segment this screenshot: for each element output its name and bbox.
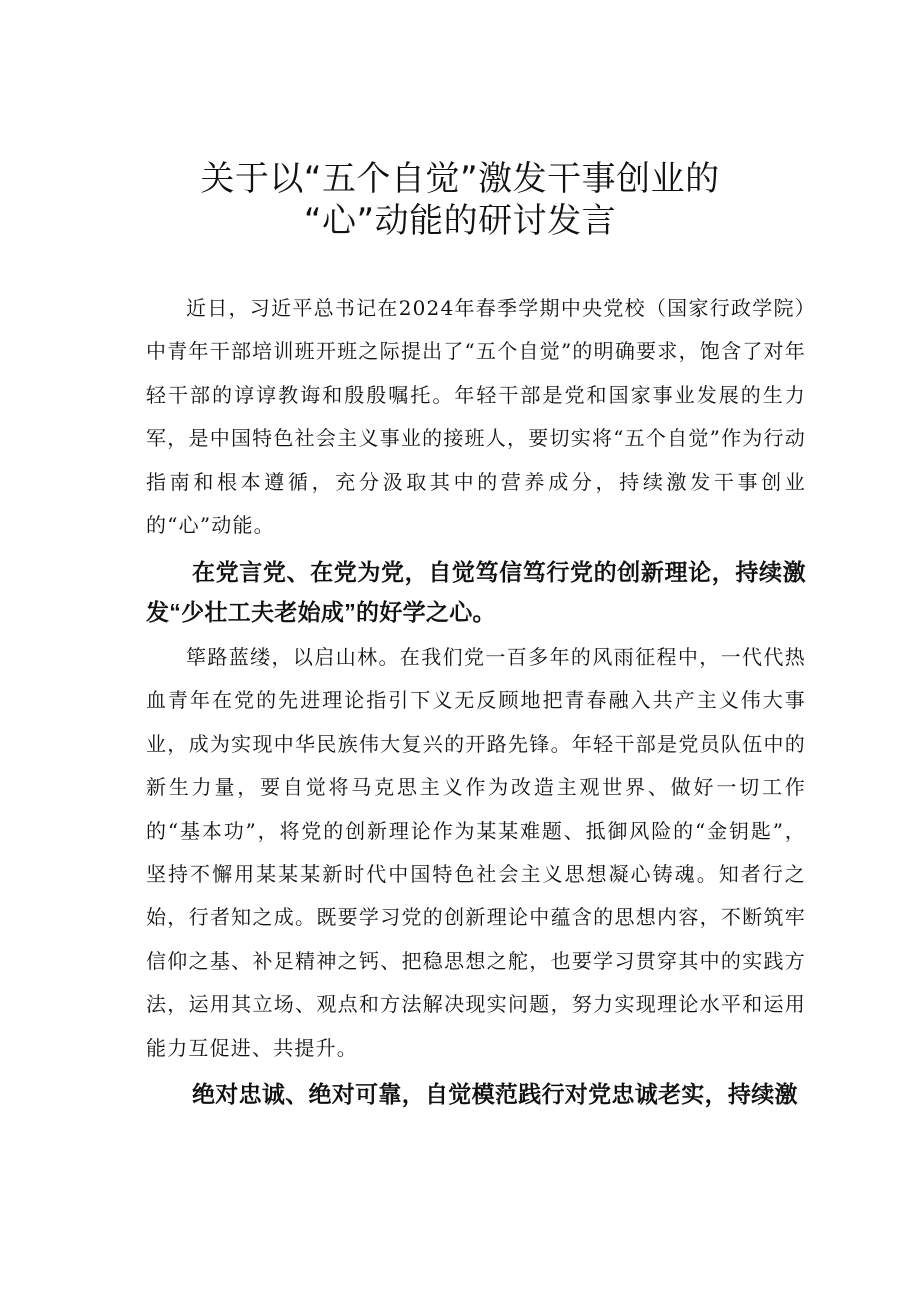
section-heading-1: 在党言党、在党为党，自觉笃信笃行党的创新理论，持续激发“少壮工夫老始成”的好学之心。 xyxy=(146,559,806,625)
section-heading-2: 绝对忠诚、绝对可靠，自觉模范践行对党忠诚老实，持续激 xyxy=(192,1081,798,1107)
document-title-line-1: 关于以“五个自觉”激发干事创业的 xyxy=(200,159,720,199)
body-paragraph-1: 筚路蓝缕，以启山林。在我们党一百多年的风雨征程中，一代代热血青年在党的先进理论指引下义无反顾地把青春融入共产主义伟大事业，成为实现中华民族伟大复兴的开路先锋。年轻干部是党员队伍中的新生力量，要自觉将马克思主义作为改造主观世界、做好一切工作的“基本功”，将党的创新理论作为某某难题、抵御风险的“金钥匙”，坚持不懈用某某某新时代中国特色社会主义思想凝心铸魂。知者行之始，行者知之成。既要学习党的创新理论中蕴含的思想内容，不断筑牢信仰之基、补足精神之钙、把稳思想之舵，也要学习贯穿其中的实践方法，运用其立场、观点和方法解决现实问题，努力实现理论水平和运用能力互促进、共提升。 xyxy=(146,645,806,1060)
intro-paragraph: 近日，习近平总书记在2024年春季学期中央党校（国家行政学院）中青年干部培训班开班之际提出了“五个自觉”的明确要求，饱含了对年轻干部的谆谆教诲和殷殷嘱托。年轻干部是党和国家事业发展的生力军，是中国特色社会主义事业的接班人，要切实将“五个自觉”作为行动指南和根本遵循，充分汲取其中的营养成分，持续激发干事创业的“心”动能。 xyxy=(146,296,806,538)
document-title-line-2: “心”动能的研讨发言 xyxy=(303,201,617,241)
